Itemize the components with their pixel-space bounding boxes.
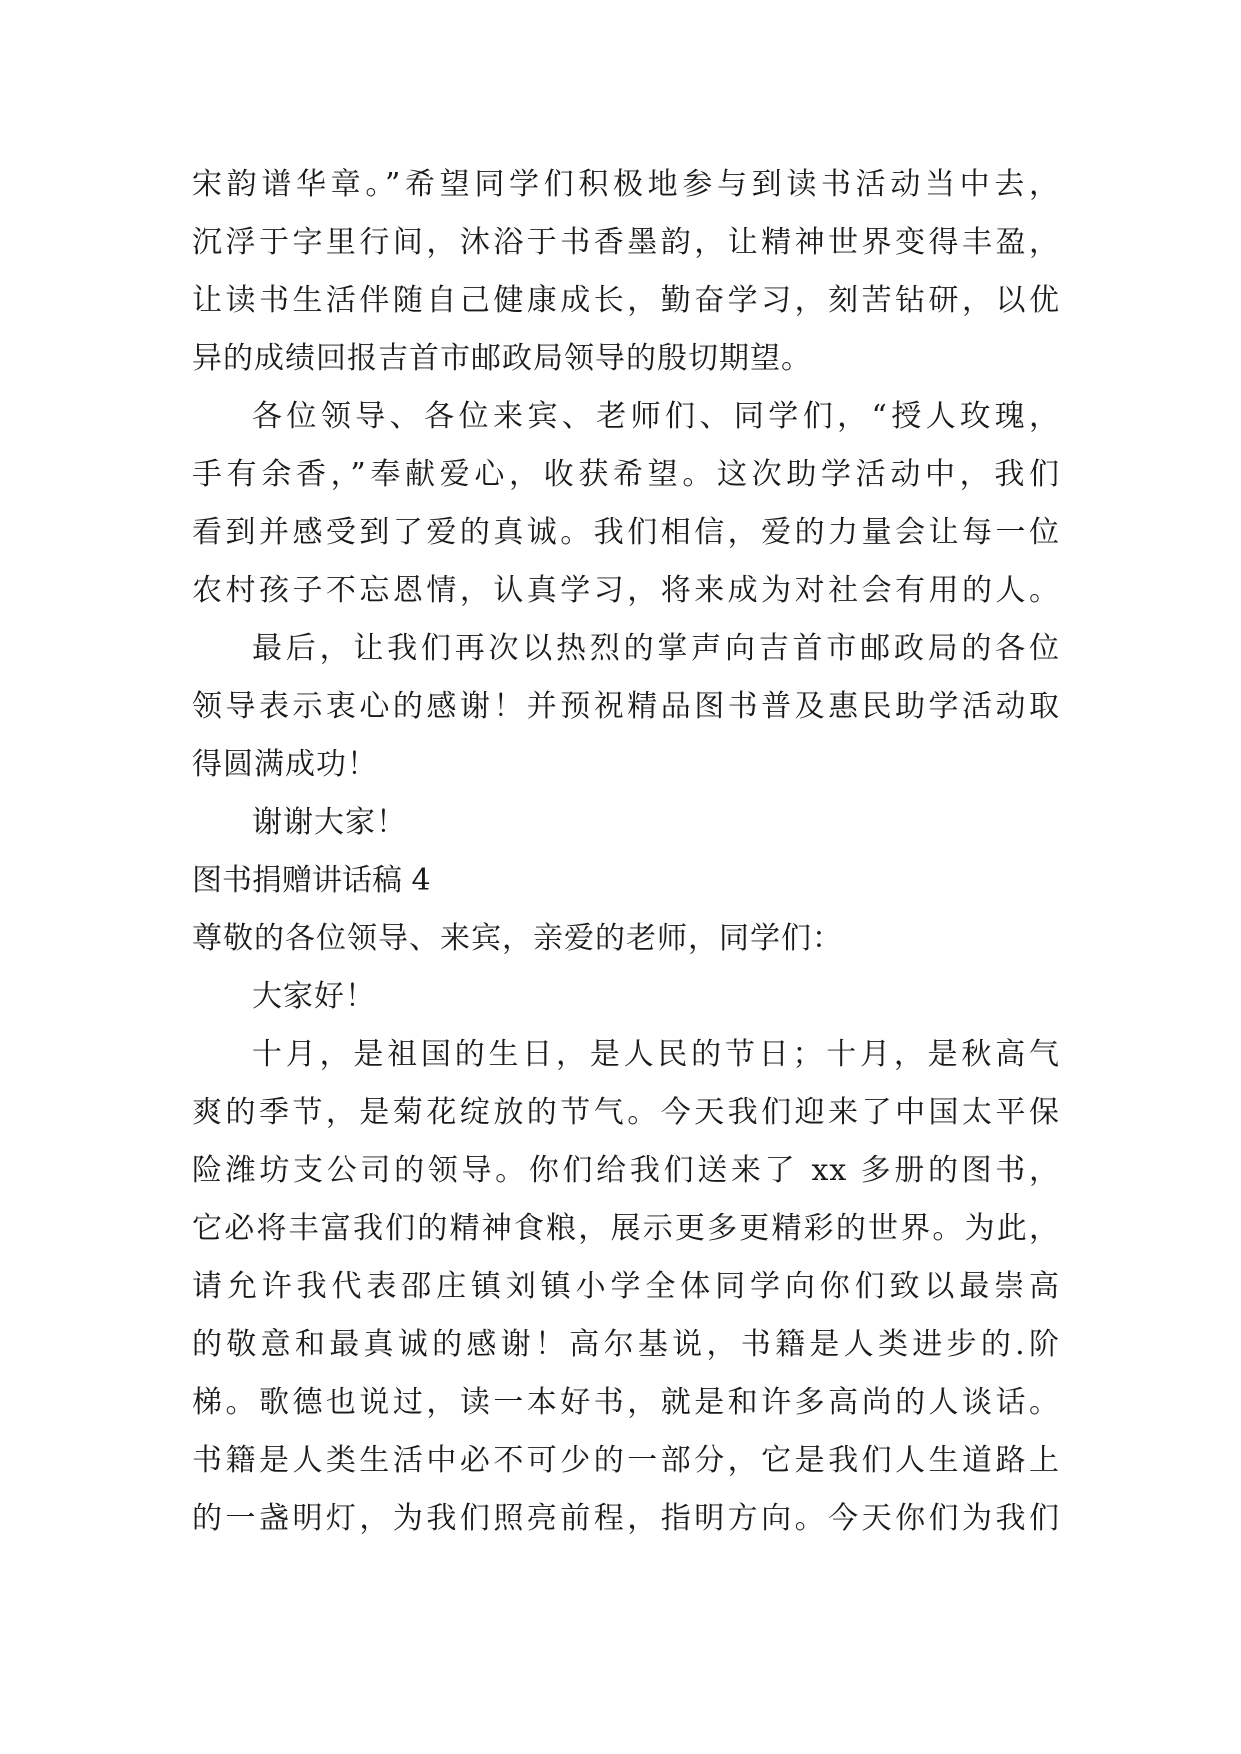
paragraph-line: 书籍是人类生活中必不可少的一部分，它是我们人生道路上 (192, 1443, 1060, 1478)
paragraph-line: 让读书生活伴随自己健康成长，勤奋学习，刻苦钻研，以优 (192, 283, 1060, 318)
paragraph-line: 农村孩子不忘恩情，认真学习，将来成为对社会有用的人。 (192, 573, 1060, 608)
paragraph-line: 异的成绩回报吉首市邮政局领导的殷切期望。 (192, 341, 812, 376)
paragraph-line: 最后，让我们再次以热烈的掌声向吉首市邮政局的各位 (252, 631, 1060, 666)
paragraph-line: 爽的季节，是菊花绽放的节气。今天我们迎来了中国太平保 (192, 1095, 1060, 1130)
paragraph-line: 得圆满成功！ (192, 747, 378, 782)
paragraph-line: 宋韵谱华章。”希望同学们积极地参与到读书活动当中去， (192, 167, 1060, 202)
paragraph-line: 请允许我代表邵庄镇刘镇小学全体同学向你们致以最崇高 (192, 1269, 1060, 1304)
paragraph-line: 看到并感受到了爱的真诚。我们相信，爱的力量会让每一位 (192, 515, 1060, 550)
paragraph-line: 的一盏明灯，为我们照亮前程，指明方向。今天你们为我们 (192, 1501, 1060, 1536)
salutation-line: 尊敬的各位领导、来宾，亲爱的老师，同学们： (192, 921, 843, 956)
section-title: 图书捐赠讲话稿 4 (192, 863, 431, 898)
paragraph-line: 谢谢大家！ (252, 805, 407, 840)
paragraph-line: 手有余香，”奉献爱心，收获希望。这次助学活动中，我们 (192, 457, 1060, 492)
paragraph-line: 十月，是祖国的生日，是人民的节日；十月，是秋高气 (252, 1037, 1060, 1072)
paragraph-line: 它必将丰富我们的精神食粮，展示更多更精彩的世界。为此， (192, 1211, 1060, 1246)
paragraph-line: 领导表示衷心的感谢！并预祝精品图书普及惠民助学活动取 (192, 689, 1060, 724)
paragraph-line: 各位领导、各位来宾、老师们、同学们，“授人玫瑰， (252, 399, 1060, 434)
paragraph-line: 险潍坊支公司的领导。你们给我们送来了 xx 多册的图书， (192, 1153, 1060, 1188)
greeting-line: 大家好！ (252, 979, 376, 1014)
paragraph-line: 沉浮于字里行间，沐浴于书香墨韵，让精神世界变得丰盈， (192, 225, 1060, 260)
paragraph-line: 梯。歌德也说过，读一本好书，就是和许多高尚的人谈话。 (192, 1385, 1060, 1420)
paragraph-line: 的敬意和最真诚的感谢！高尔基说，书籍是人类进步的.阶 (192, 1327, 1060, 1362)
